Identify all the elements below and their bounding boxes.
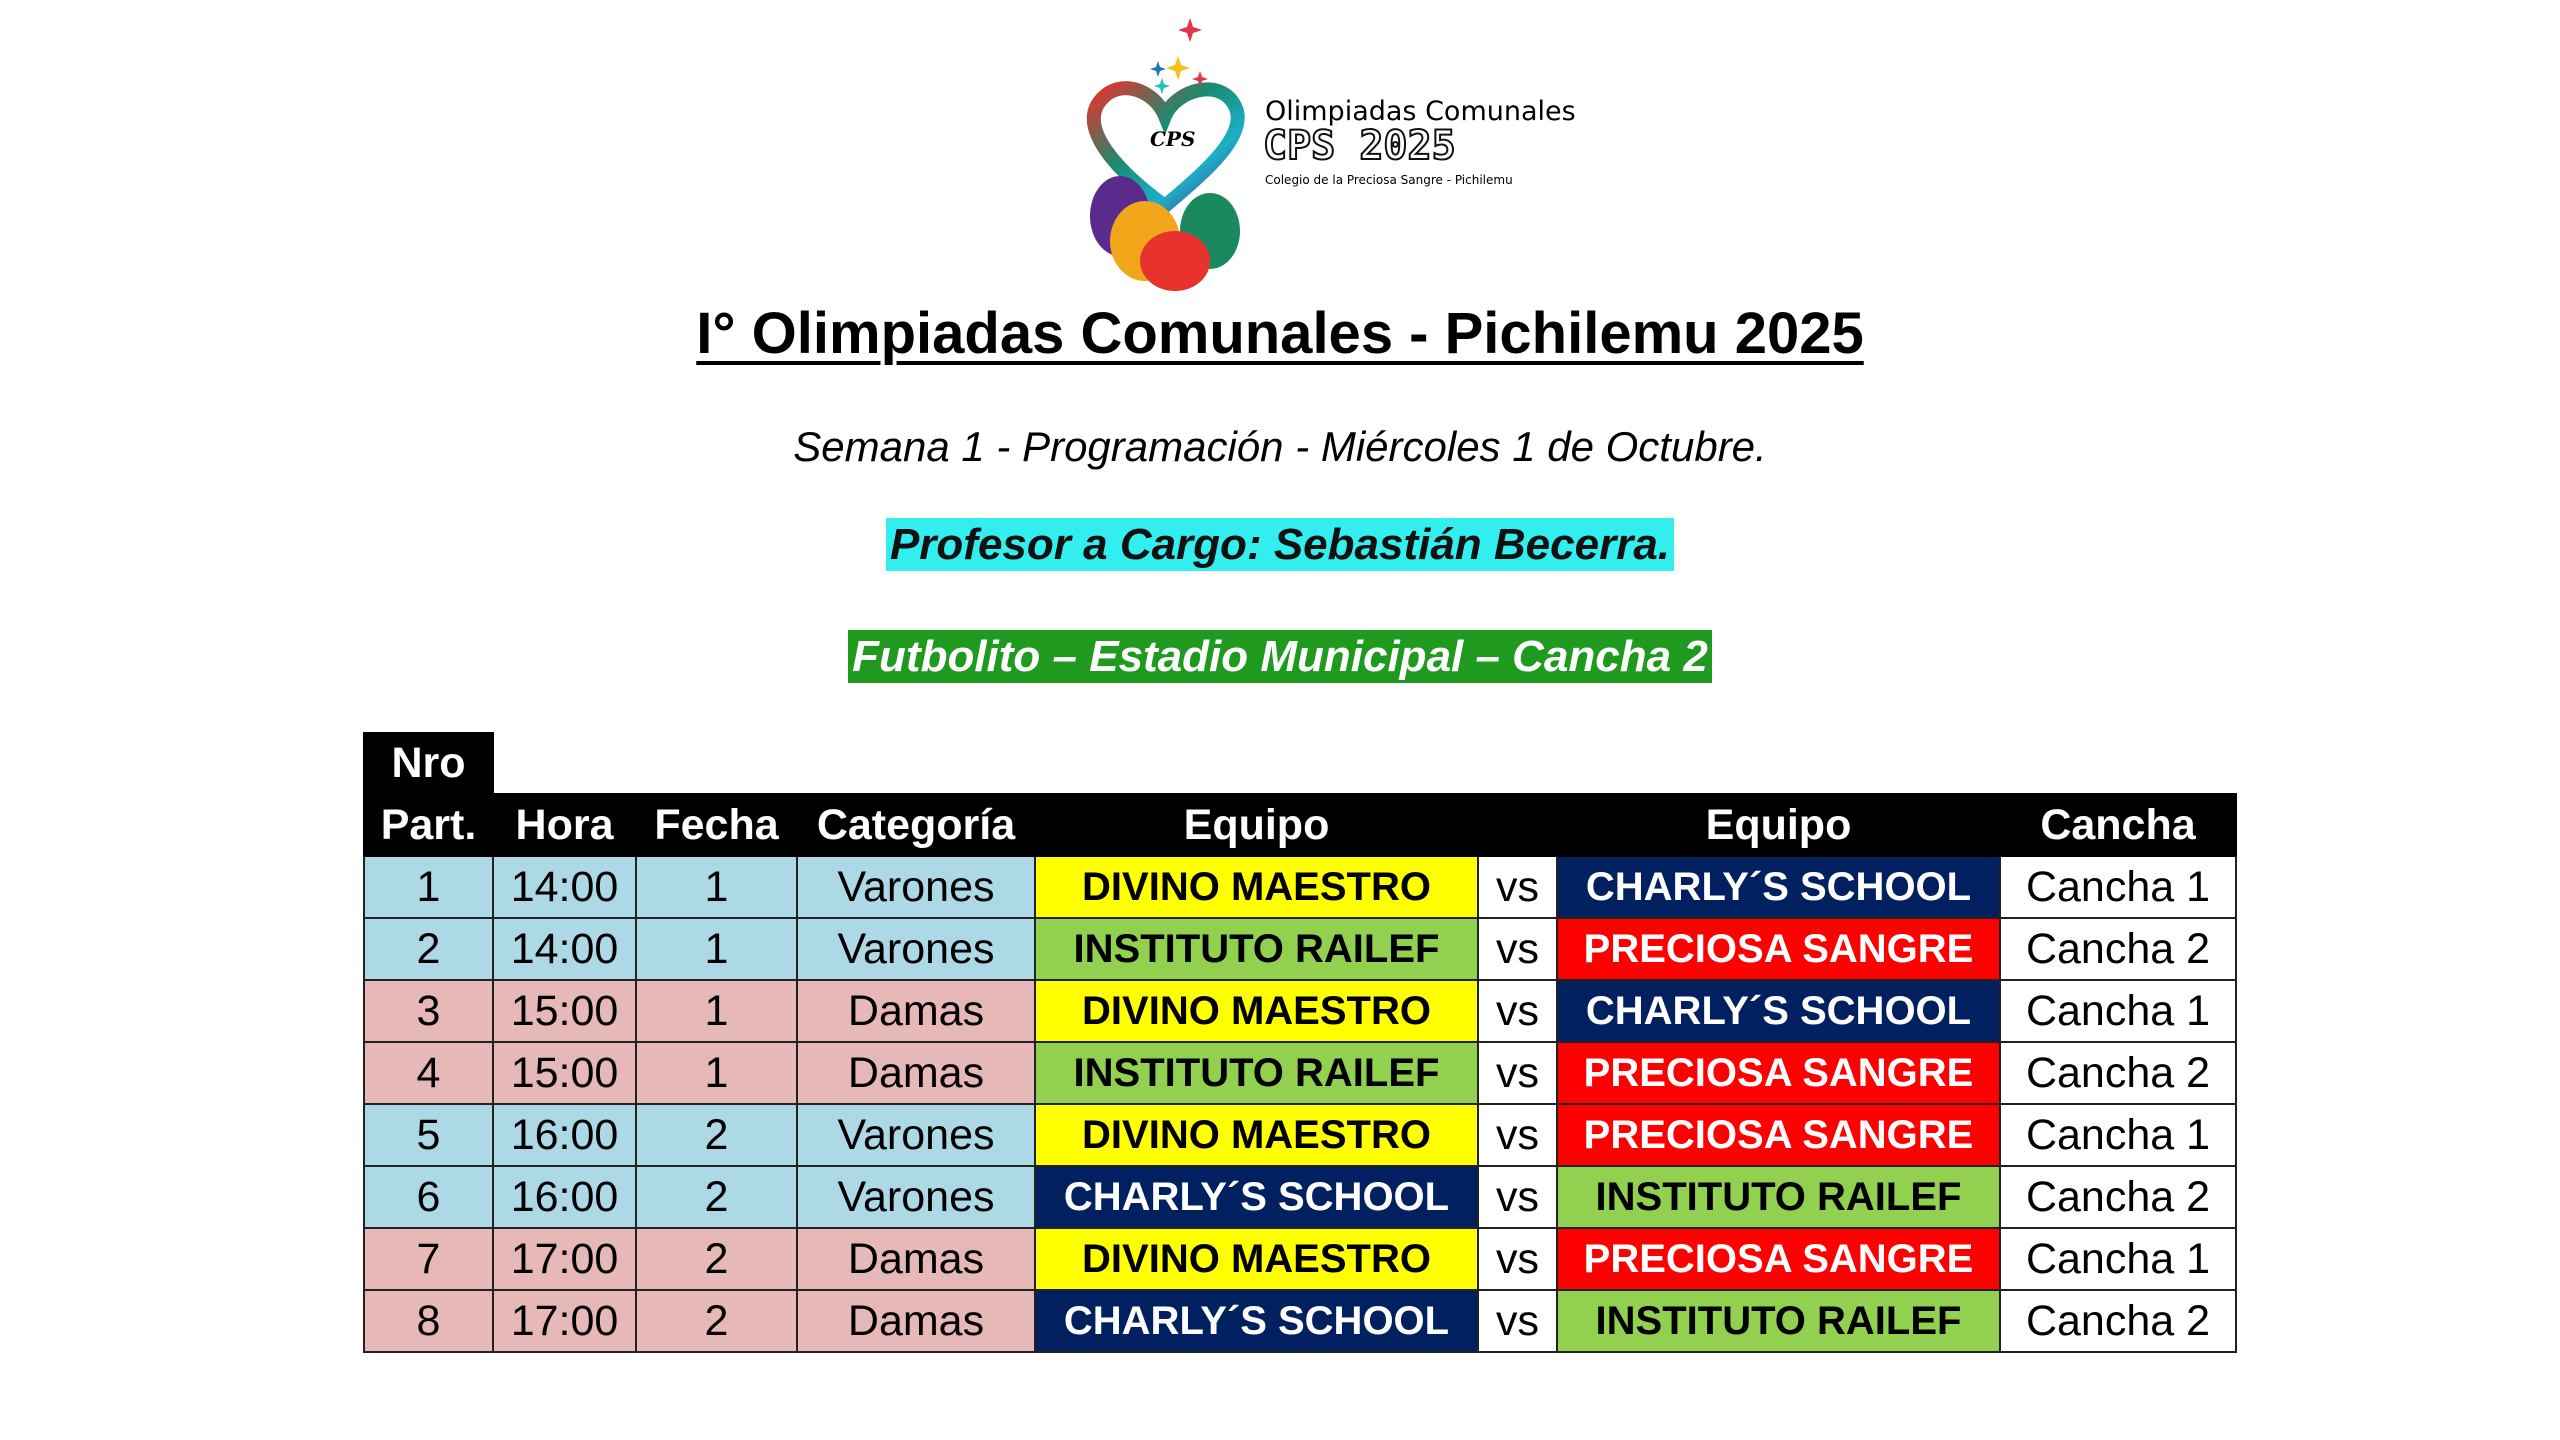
- table-row: [364, 1104, 2236, 1166]
- cell-vs: vs: [1478, 856, 1557, 918]
- cell-team-away: INSTITUTO RAILEF: [1557, 1290, 2000, 1352]
- cell-nro: 2: [364, 918, 493, 980]
- header-equipo1: Equipo: [1035, 794, 1478, 856]
- cell-team-home: DIVINO MAESTRO: [1035, 856, 1478, 918]
- header-equipo2: Equipo: [1557, 794, 2000, 856]
- cell-hora: 15:00: [493, 1042, 636, 1104]
- cell-hora: 17:00: [493, 1228, 636, 1290]
- cell-cancha: Cancha 1: [2000, 1104, 2236, 1166]
- table-row: [364, 918, 2236, 980]
- cell-hora: 16:00: [493, 1166, 636, 1228]
- cell-categoria: Varones: [797, 1104, 1035, 1166]
- cell-nro: 3: [364, 980, 493, 1042]
- cell-hora: 14:00: [493, 918, 636, 980]
- hands-icon: [1090, 176, 1240, 291]
- cell-fecha: 1: [636, 980, 797, 1042]
- cell-categoria: Varones: [797, 1166, 1035, 1228]
- cell-nro: 8: [364, 1290, 493, 1352]
- cell-team-home: DIVINO MAESTRO: [1035, 1228, 1478, 1290]
- header-nro: Part.: [364, 794, 493, 856]
- cell-vs: vs: [1478, 1104, 1557, 1166]
- cell-hora: 15:00: [493, 980, 636, 1042]
- schedule-table: [363, 732, 2237, 1353]
- logo-heart-text: CPS: [1150, 127, 1196, 151]
- cell-vs: vs: [1478, 980, 1557, 1042]
- cell-nro: 4: [364, 1042, 493, 1104]
- cell-hora: 14:00: [493, 856, 636, 918]
- cell-categoria: Varones: [797, 856, 1035, 918]
- cell-vs: vs: [1478, 1166, 1557, 1228]
- cell-fecha: 2: [636, 1104, 797, 1166]
- cell-cancha: Cancha 1: [2000, 856, 2236, 918]
- cell-fecha: 1: [636, 856, 797, 918]
- cell-team-away: CHARLY´S SCHOOL: [1557, 856, 2000, 918]
- venue-banner: Futbolito – Estadio Municipal – Cancha 2: [0, 632, 2560, 682]
- event-logo: [1050, 16, 1576, 291]
- cell-categoria: Varones: [797, 918, 1035, 980]
- cell-team-home: INSTITUTO RAILEF: [1035, 918, 1478, 980]
- cell-fecha: 1: [636, 918, 797, 980]
- header-categoria: Categoría: [797, 794, 1035, 856]
- table-row: [364, 1228, 2236, 1290]
- cell-team-home: CHARLY´S SCHOOL: [1035, 1166, 1478, 1228]
- cell-cancha: Cancha 2: [2000, 1166, 2236, 1228]
- cell-cancha: Cancha 1: [2000, 1228, 2236, 1290]
- cell-team-away: PRECIOSA SANGRE: [1557, 1042, 2000, 1104]
- cell-fecha: 2: [636, 1166, 797, 1228]
- header-fecha: Fecha: [636, 794, 797, 856]
- cell-team-away: INSTITUTO RAILEF: [1557, 1166, 2000, 1228]
- logo-line3: Colegio de la Preciosa Sangre - Pichilemu: [1265, 173, 1513, 187]
- cell-cancha: Cancha 1: [2000, 980, 2236, 1042]
- subtitle: Semana 1 - Programación - Miércoles 1 de Octubre.: [793, 423, 1767, 470]
- cell-team-home: DIVINO MAESTRO: [1035, 1104, 1478, 1166]
- cell-hora: 17:00: [493, 1290, 636, 1352]
- cell-fecha: 2: [636, 1290, 797, 1352]
- cell-nro: 5: [364, 1104, 493, 1166]
- header-cancha: Cancha: [2000, 794, 2236, 856]
- cell-team-away: PRECIOSA SANGRE: [1557, 1228, 2000, 1290]
- stars-icon: [1150, 18, 1208, 94]
- cell-nro: 7: [364, 1228, 493, 1290]
- cell-team-home: DIVINO MAESTRO: [1035, 980, 1478, 1042]
- cell-team-away: CHARLY´S SCHOOL: [1557, 980, 2000, 1042]
- table-row: [364, 856, 2236, 918]
- cell-categoria: Damas: [797, 1228, 1035, 1290]
- cell-vs: vs: [1478, 1042, 1557, 1104]
- cell-fecha: 2: [636, 1228, 797, 1290]
- table-row: [364, 1042, 2236, 1104]
- logo-line1: Olimpiadas Comunales: [1265, 96, 1576, 127]
- table-row: [364, 1166, 2236, 1228]
- cell-cancha: Cancha 2: [2000, 918, 2236, 980]
- cell-team-away: PRECIOSA SANGRE: [1557, 1104, 2000, 1166]
- table-row: [364, 980, 2236, 1042]
- cell-vs: vs: [1478, 918, 1557, 980]
- cell-categoria: Damas: [797, 1290, 1035, 1352]
- cell-categoria: Damas: [797, 1042, 1035, 1104]
- cell-nro: 1: [364, 856, 493, 918]
- page-title: I° Olimpiadas Comunales - Pichilemu 2025: [696, 301, 1864, 366]
- header-hora: Hora: [493, 794, 636, 856]
- cell-nro: 6: [364, 1166, 493, 1228]
- cell-categoria: Damas: [797, 980, 1035, 1042]
- table-row: [364, 1290, 2236, 1352]
- teacher-in-charge: Profesor a Cargo: Sebastián Becerra.: [0, 520, 2560, 570]
- header-nro-top: Nro: [364, 733, 493, 794]
- cell-cancha: Cancha 2: [2000, 1042, 2236, 1104]
- cell-vs: vs: [1478, 1228, 1557, 1290]
- cell-fecha: 1: [636, 1042, 797, 1104]
- cell-hora: 16:00: [493, 1104, 636, 1166]
- cell-vs: vs: [1478, 1290, 1557, 1352]
- cell-team-away: PRECIOSA SANGRE: [1557, 918, 2000, 980]
- cell-team-home: CHARLY´S SCHOOL: [1035, 1290, 1478, 1352]
- logo-line2: CPS 2025: [1263, 123, 1456, 169]
- cell-cancha: Cancha 2: [2000, 1290, 2236, 1352]
- cell-team-home: INSTITUTO RAILEF: [1035, 1042, 1478, 1104]
